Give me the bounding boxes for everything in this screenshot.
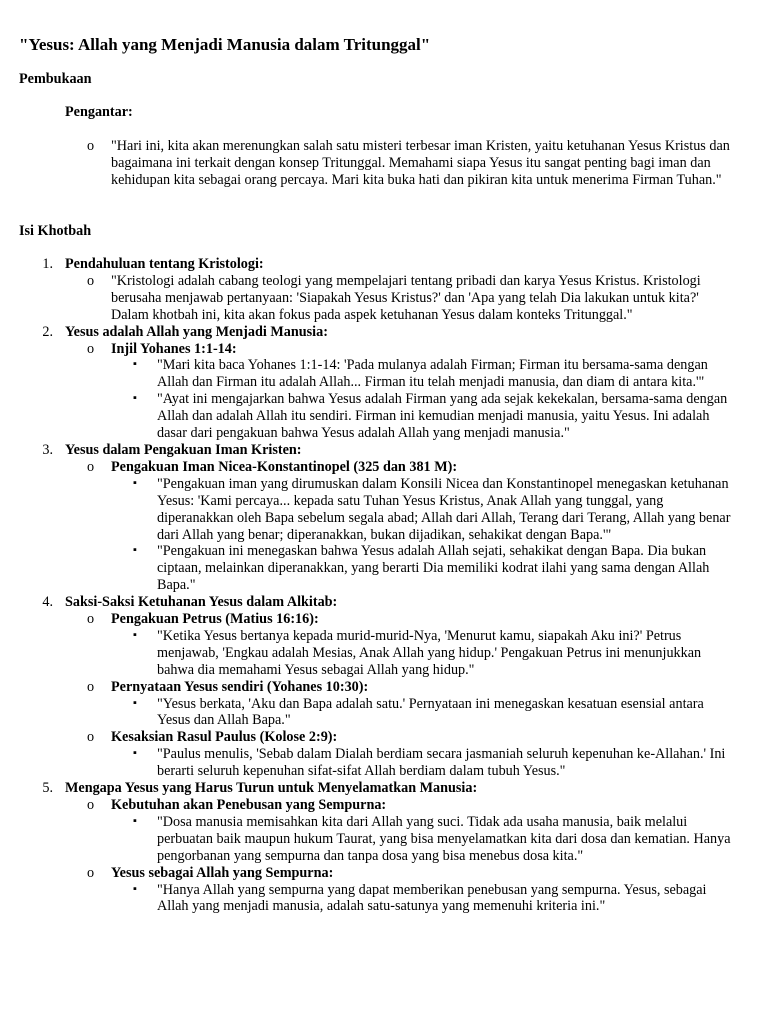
outline-item	[0, 256, 768, 324]
circle-bullet-icon: o	[87, 797, 95, 813]
bullet-item	[133, 476, 768, 544]
square-bullet-icon: ▪	[133, 696, 137, 709]
bullet-text: "Paulus menulis, 'Sebab dalam Dialah berdiam secara jasmaniah seluruh kepenuhan ke-Allahan.' Ini berarti seluruh kepenuhan sifat-sifat Allah berdiam dalam tubuh Yesus."	[157, 746, 726, 780]
outline-item	[0, 324, 768, 442]
sub-item-text: "Kristologi adalah cabang teologi yang mempelajari tentang pribadi dan karya Yesus Kristus. Kristologi berusaha menjawab pertanyaan: 'Siapakah Yesus Kristus?' dan 'Apa yang telah Dia lakukan untuk kita?' Dalam khotbah ini, kita akan fokus pada aspek ketuhanan Yesus dalam konteks Tritunggal."	[111, 272, 701, 323]
intro-paragraph: "Hari ini, kita akan merenungkan salah satu misteri terbesar iman Kristen, yaitu ketuhanan Yesus Kristus dan bagaimana ini terkait dengan konsep Tritunggal. Memahami siapa Yesus itu sangat penting bagi iman dan kehidupan kita sebagai orang percaya. Mari kita buka hati dan pikiran kita untuk menerima Firman Tuhan."	[111, 138, 730, 188]
square-bullet-icon: ▪	[133, 882, 137, 895]
bullet-item	[133, 391, 768, 442]
sub-item-label: Pengakuan Petrus (Matius 16:16):	[111, 611, 319, 628]
outline-item	[0, 780, 768, 915]
item-heading: Saksi-Saksi Ketuhanan Yesus dalam Alkitab:	[65, 594, 338, 611]
bullet-text: "Dosa manusia memisahkan kita dari Allah yang suci. Tidak ada usaha manusia, baik melalui perbuatan baik maupun hukum Taurat, yang bisa menyelamatkan kita dari dosa dan kematian. Hanya pengorbanan yang sempurna dan tanpa dosa yang bisa menebus dosa kita."	[157, 813, 731, 864]
sub-item	[87, 729, 768, 746]
item-number: 4.	[42, 594, 53, 611]
bullet-item	[133, 882, 768, 916]
circle-bullet-icon: o	[87, 458, 95, 475]
square-bullet-icon: ▪	[133, 747, 137, 760]
bullet-text: "Pengakuan ini menegaskan bahwa Yesus adalah Allah sejati, sehakikat dengan Bapa. Dia bukan ciptaan, melainkan diperanakkan, yang berarti Dia memiliki kodrat ilahi yang sama dengan Allah Bapa."	[157, 543, 710, 594]
sub-item	[87, 273, 768, 324]
bullet-text: "Hanya Allah yang sempurna yang dapat memberikan penebusan yang sempurna. Yesus, sebagai Allah yang menjadi manusia, adalah satu-satunya yang memenuhi kriteria ini."	[157, 881, 707, 915]
sermon-outline-list	[0, 256, 768, 915]
bullet-item	[133, 628, 768, 679]
intro-list-item	[87, 138, 737, 189]
square-bullet-icon: ▪	[133, 628, 137, 641]
circle-bullet-icon: o	[87, 611, 95, 628]
item-number: 5.	[42, 780, 53, 797]
item-heading: Pendahuluan tentang Kristologi:	[65, 256, 264, 272]
circle-bullet-icon: o	[87, 864, 95, 881]
sub-item	[87, 611, 768, 628]
item-heading: Mengapa Yesus yang Harus Turun untuk Menyelamatkan Manusia:	[65, 780, 478, 797]
section-heading-pembukaan: Pembukaan	[19, 71, 92, 87]
circle-bullet-icon: o	[87, 138, 95, 154]
bullet-item	[133, 696, 768, 730]
square-bullet-icon: ▪	[133, 476, 137, 489]
bullet-item	[133, 746, 768, 780]
circle-bullet-icon: o	[87, 678, 95, 695]
item-heading: Yesus dalam Pengakuan Iman Kristen:	[65, 441, 302, 458]
outline-item	[0, 594, 768, 780]
section-heading-isi-khotbah: Isi Khotbah	[19, 223, 92, 239]
sub-item-label: Yesus sebagai Allah yang Sempurna:	[111, 864, 334, 881]
square-bullet-icon: ▪	[133, 814, 137, 827]
sub-item	[87, 865, 768, 882]
sub-item-label: Kebutuhan akan Penebusan yang Sempurna:	[111, 797, 387, 813]
page-title: "Yesus: Allah yang Menjadi Manusia dalam Tritunggal"	[19, 35, 431, 54]
outline-item	[0, 442, 768, 594]
square-bullet-icon: ▪	[133, 544, 137, 557]
item-number: 2.	[42, 323, 53, 340]
item-heading: Yesus adalah Allah yang Menjadi Manusia:	[65, 323, 328, 340]
bullet-text: "Ayat ini mengajarkan bahwa Yesus adalah Firman yang ada sejak kekekalan, bersama-sama dengan Allah dan adalah Allah itu sendiri. Firman ini kemudian menjadi manusia, yaitu Yesus. Ini adalah dasar dari pengakuan bahwa Yesus adalah Allah yang menjadi manusia."	[157, 391, 728, 442]
bullet-item	[133, 543, 768, 594]
sub-item-label: Pengakuan Iman Nicea-Konstantinopel (325 dan 381 M):	[111, 458, 458, 475]
bullet-text: "Mari kita baca Yohanes 1:1-14: 'Pada mulanya adalah Firman; Firman itu bersama-sama dengan Allah dan Firman itu adalah Allah... Firman itu telah menjadi manusia, dan diam di antara kita.'"	[157, 357, 708, 391]
sub-item-label: Injil Yohanes 1:1-14:	[111, 340, 237, 357]
circle-bullet-icon: o	[87, 729, 95, 746]
item-number: 3.	[42, 441, 53, 458]
square-bullet-icon: ▪	[133, 358, 137, 371]
sub-item-label: Pernyataan Yesus sendiri (Yohanes 10:30):	[111, 678, 369, 695]
bullet-text: "Yesus berkata, 'Aku dan Bapa adalah satu.' Pernyataan ini menegaskan kesatuan esensial antara Yesus dan Allah Bapa."	[157, 695, 704, 729]
item-number: 1.	[42, 256, 53, 272]
square-bullet-icon: ▪	[133, 392, 137, 405]
bullet-text: "Ketika Yesus bertanya kepada murid-murid-Nya, 'Menurut kamu, siapakah Aku ini?' Petrus menjawab, 'Engkau adalah Mesias, Anak Allah yang hidup.' Pengakuan Petrus ini menunjukkan bahwa dia memahami Yesus sebagai Allah yang hidup."	[157, 627, 702, 678]
sub-item-label: Kesaksian Rasul Paulus (Kolose 2:9):	[111, 729, 338, 746]
bullet-item	[133, 357, 768, 391]
sub-item	[87, 797, 768, 814]
sub-item	[87, 341, 768, 358]
bullet-item	[133, 814, 768, 865]
bullet-text: "Pengakuan iman yang dirumuskan dalam Konsili Nicea dan Konstantinopel menegaskan ketuhanan Yesus: 'Kami percaya... kepada satu Tuhan Yesus Kristus, Anak Allah yang tunggal, yang diperanakkan oleh Bapa sebelum segala abad; Allah dari Allah, Terang dari Terang, Allah yang benar dari Allah yang benar; diperanakkan, bukan dijadikan, sehakikat dengan Bapa.'"	[157, 475, 731, 543]
circle-bullet-icon: o	[87, 272, 95, 289]
subheading-pengantar: Pengantar:	[65, 104, 133, 120]
sub-item	[87, 459, 768, 476]
sub-item	[87, 679, 768, 696]
circle-bullet-icon: o	[87, 340, 95, 357]
